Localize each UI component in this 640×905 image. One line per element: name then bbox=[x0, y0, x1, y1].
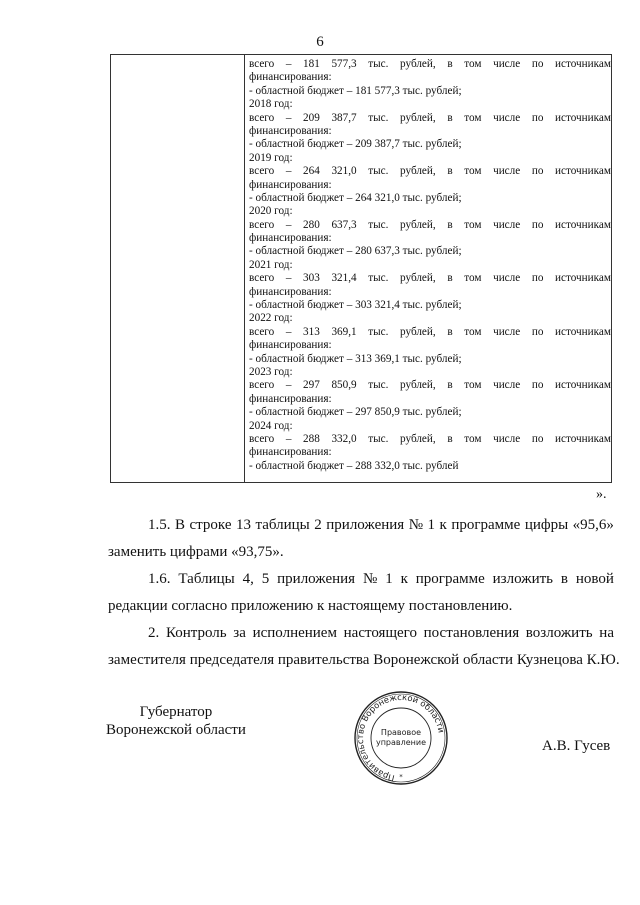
paragraph-1-6 bbox=[108, 566, 614, 620]
table-line: 2023 год: bbox=[249, 365, 293, 378]
stamp-center-line: управление bbox=[375, 738, 427, 747]
paragraph-line: заместителя председателя правительства Воронежской области Кузнецова К.Ю. bbox=[108, 652, 620, 668]
table-line: финансирования: bbox=[249, 124, 332, 137]
paragraph-line: редакции согласно приложению к настоящему постановлению. bbox=[108, 598, 513, 614]
table-line: финансирования: bbox=[249, 285, 332, 298]
table-line: 2021 год: bbox=[249, 258, 293, 271]
table-line: - областной бюджет – 288 332,0 тыс. рублей bbox=[249, 459, 459, 472]
table-line: всего – 209 387,7 тыс. рублей, в том числе по источникам bbox=[249, 111, 611, 124]
paragraph-line: 2. Контроль за исполнением настоящего постановления возложить на bbox=[148, 625, 614, 641]
page-number: 6 bbox=[316, 34, 324, 50]
table-line: финансирования: bbox=[249, 232, 332, 245]
table-line: всего – 303 321,4 тыс. рублей, в том числе по источникам bbox=[249, 272, 611, 285]
table-line: 2019 год: bbox=[249, 151, 293, 164]
table-line: финансирования: bbox=[249, 71, 332, 84]
table-line: всего – 181 577,3 тыс. рублей, в том числе по источникам bbox=[249, 58, 611, 70]
financing-table bbox=[110, 54, 612, 483]
table-line: финансирования: bbox=[249, 178, 332, 191]
closing-quote: ». bbox=[596, 487, 607, 502]
table-line: - областной бюджет – 280 637,3 тыс. рублей; bbox=[249, 245, 462, 258]
paragraph-2 bbox=[108, 620, 620, 674]
table-line: 2022 год: bbox=[249, 312, 293, 325]
signatory-name: А.В. Гусев bbox=[542, 738, 611, 754]
paragraph-line: 1.5. В строке 13 таблицы 2 приложения № 1 к программе цифры «95,6» bbox=[148, 517, 614, 533]
table-line: 2024 год: bbox=[249, 419, 293, 432]
paragraph-line: 1.6. Таблицы 4, 5 приложения № 1 к программе изложить в новой bbox=[148, 571, 614, 587]
signatory-title bbox=[106, 703, 246, 739]
table-line: всего – 297 850,9 тыс. рублей, в том числе по источникам bbox=[249, 379, 611, 392]
table-line: финансирования: bbox=[249, 446, 332, 459]
paragraph-1-5 bbox=[108, 512, 614, 566]
table-line: всего – 264 321,0 тыс. рублей, в том числе по источникам bbox=[249, 165, 611, 178]
financing-cell bbox=[249, 58, 611, 473]
table-line: - областной бюджет – 313 369,1 тыс. рублей; bbox=[249, 352, 462, 365]
table-line: 2018 год: bbox=[249, 98, 293, 111]
table-line: всего – 288 332,0 тыс. рублей, в том числе по источникам bbox=[249, 432, 611, 445]
table-line: - областной бюджет – 303 321,4 тыс. рублей; bbox=[249, 299, 462, 312]
table-line: - областной бюджет – 264 321,0 тыс. рублей; bbox=[249, 191, 462, 204]
stamp-star: * bbox=[399, 773, 403, 781]
table-line: 2020 год: bbox=[249, 205, 293, 218]
table-line: - областной бюджет – 297 850,9 тыс. рублей; bbox=[249, 406, 462, 419]
signatory-title-line: Губернатор bbox=[139, 704, 213, 720]
table-line: всего – 280 637,3 тыс. рублей, в том числе по источникам bbox=[249, 218, 611, 231]
signatory-title-line: Воронежской области bbox=[106, 722, 246, 738]
stamp-center-line: Правовое bbox=[380, 728, 422, 737]
table-line: финансирования: bbox=[249, 392, 332, 405]
table-column-divider bbox=[244, 55, 245, 482]
table-line: - областной бюджет – 181 577,3 тыс. рублей; bbox=[249, 84, 462, 97]
table-line: финансирования: bbox=[249, 339, 332, 352]
official-stamp bbox=[353, 690, 449, 786]
stamp-ring-text: Правительство Воронежской области bbox=[354, 691, 447, 784]
paragraph-line: заменить цифрами «93,75». bbox=[108, 544, 284, 560]
table-line: всего – 313 369,1 тыс. рублей, в том числе по источникам bbox=[249, 325, 611, 338]
table-line: - областной бюджет – 209 387,7 тыс. рублей; bbox=[249, 138, 462, 151]
